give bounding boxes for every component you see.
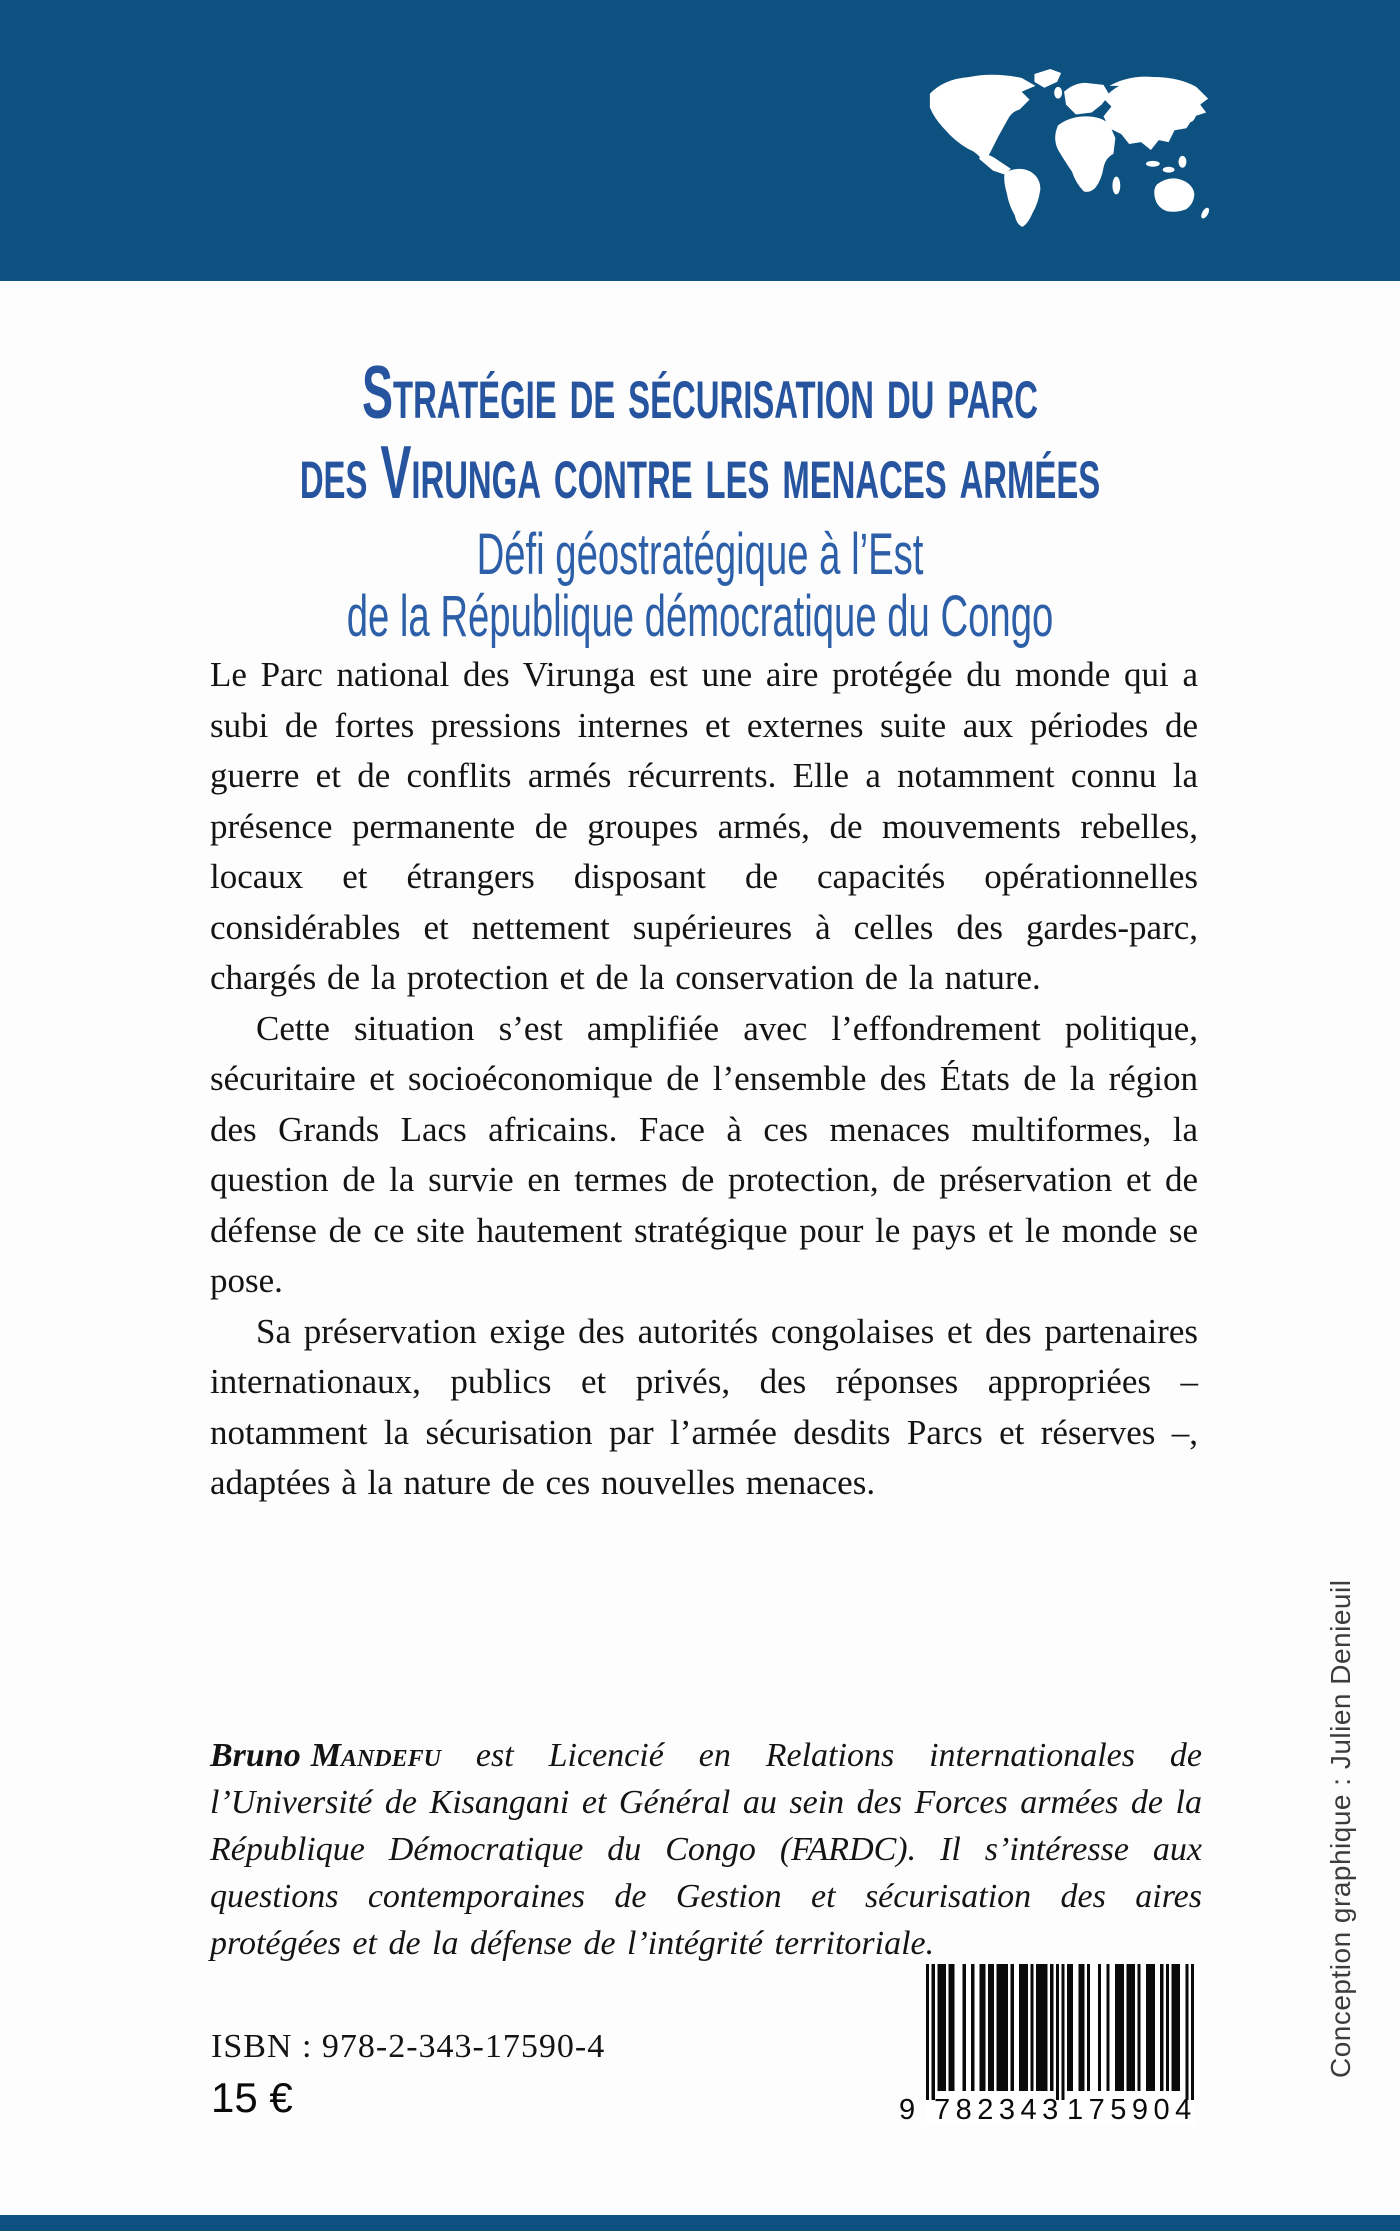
barcode-lead-digit: 9 [899,2094,916,2126]
book-subtitle [0,524,1400,648]
world-map-icon [920,60,1216,234]
synopsis-paragraph-2: Cette situation s’est amplifiée avec l’effondrement politique, sécuritaire et socioéconomique de l’ensemble des États de la région des Grands Lacs africains. Face à ces menaces multiformes, la question de la survie en termes de protection, de préservation et de défense de ce site hautement stratégique pour le pays et le monde se pose. [210,1008,1198,1300]
design-credit: Conception graphique : Julien Denieuil [1325,1579,1356,2078]
price-text: 15 € [211,2074,293,2121]
subtitle-line-2: de la République démocratique du Congo [346,584,1054,649]
title-line-2: des Virunga contre les menaces armées [299,430,1101,514]
top-blue-band [0,0,1400,281]
barcode-digits-left: 782343 [934,2094,1064,2126]
title-line-1: Stratégie de sécurisation du parc [361,350,1039,434]
author-bio-text: est Licencié en Relations internationales de l’Université de Kisangani et Général au sein des Forces armées de la République Démocratique du Congo (FARDC). Il s’intéresse aux questions contemporaines de Gestion et sécurisation des aires protégées et de la défense de l’intégrité territoriale. [210,1737,1202,1962]
barcode [899,1964,1197,2126]
barcode-digits-right: 175904 [1067,2094,1197,2126]
isbn-text: ISBN : 978-2-343-17590-4 [211,2028,606,2065]
subtitle-line-1: Défi géostratégique à l’Est [476,522,924,587]
bottom-blue-band [0,2215,1400,2231]
synopsis-paragraph-3: Sa préservation exige des autorités congolaises et des partenaires internationaux, publics et privés, des réponses appropriées – notamment la sécurisation par l’armée desdits Parcs et réserves –, adaptées à la nature de ces nouvelles menaces. [210,1311,1198,1502]
author-first-name: Bruno [210,1737,301,1774]
author-last-name: Mandefu [310,1737,441,1774]
author-bio [210,1732,1202,1967]
synopsis [210,650,1198,1509]
barcode-bars [926,1964,1194,2100]
synopsis-paragraph-1: Le Parc national des Virunga est une aire protégée du monde qui a subi de fortes pressions internes et externes suite aux périodes de guerre et de conflits armés récurrents. Elle a notamment connu la présence permanente de groupes armés, de mouvements rebelles, locaux et étrangers disposant de capacités opérationnelles considérables et nettement supérieures à celles des gardes-parc, chargés de la protection et de la conservation de la nature. [210,655,1198,997]
book-title [0,352,1400,512]
